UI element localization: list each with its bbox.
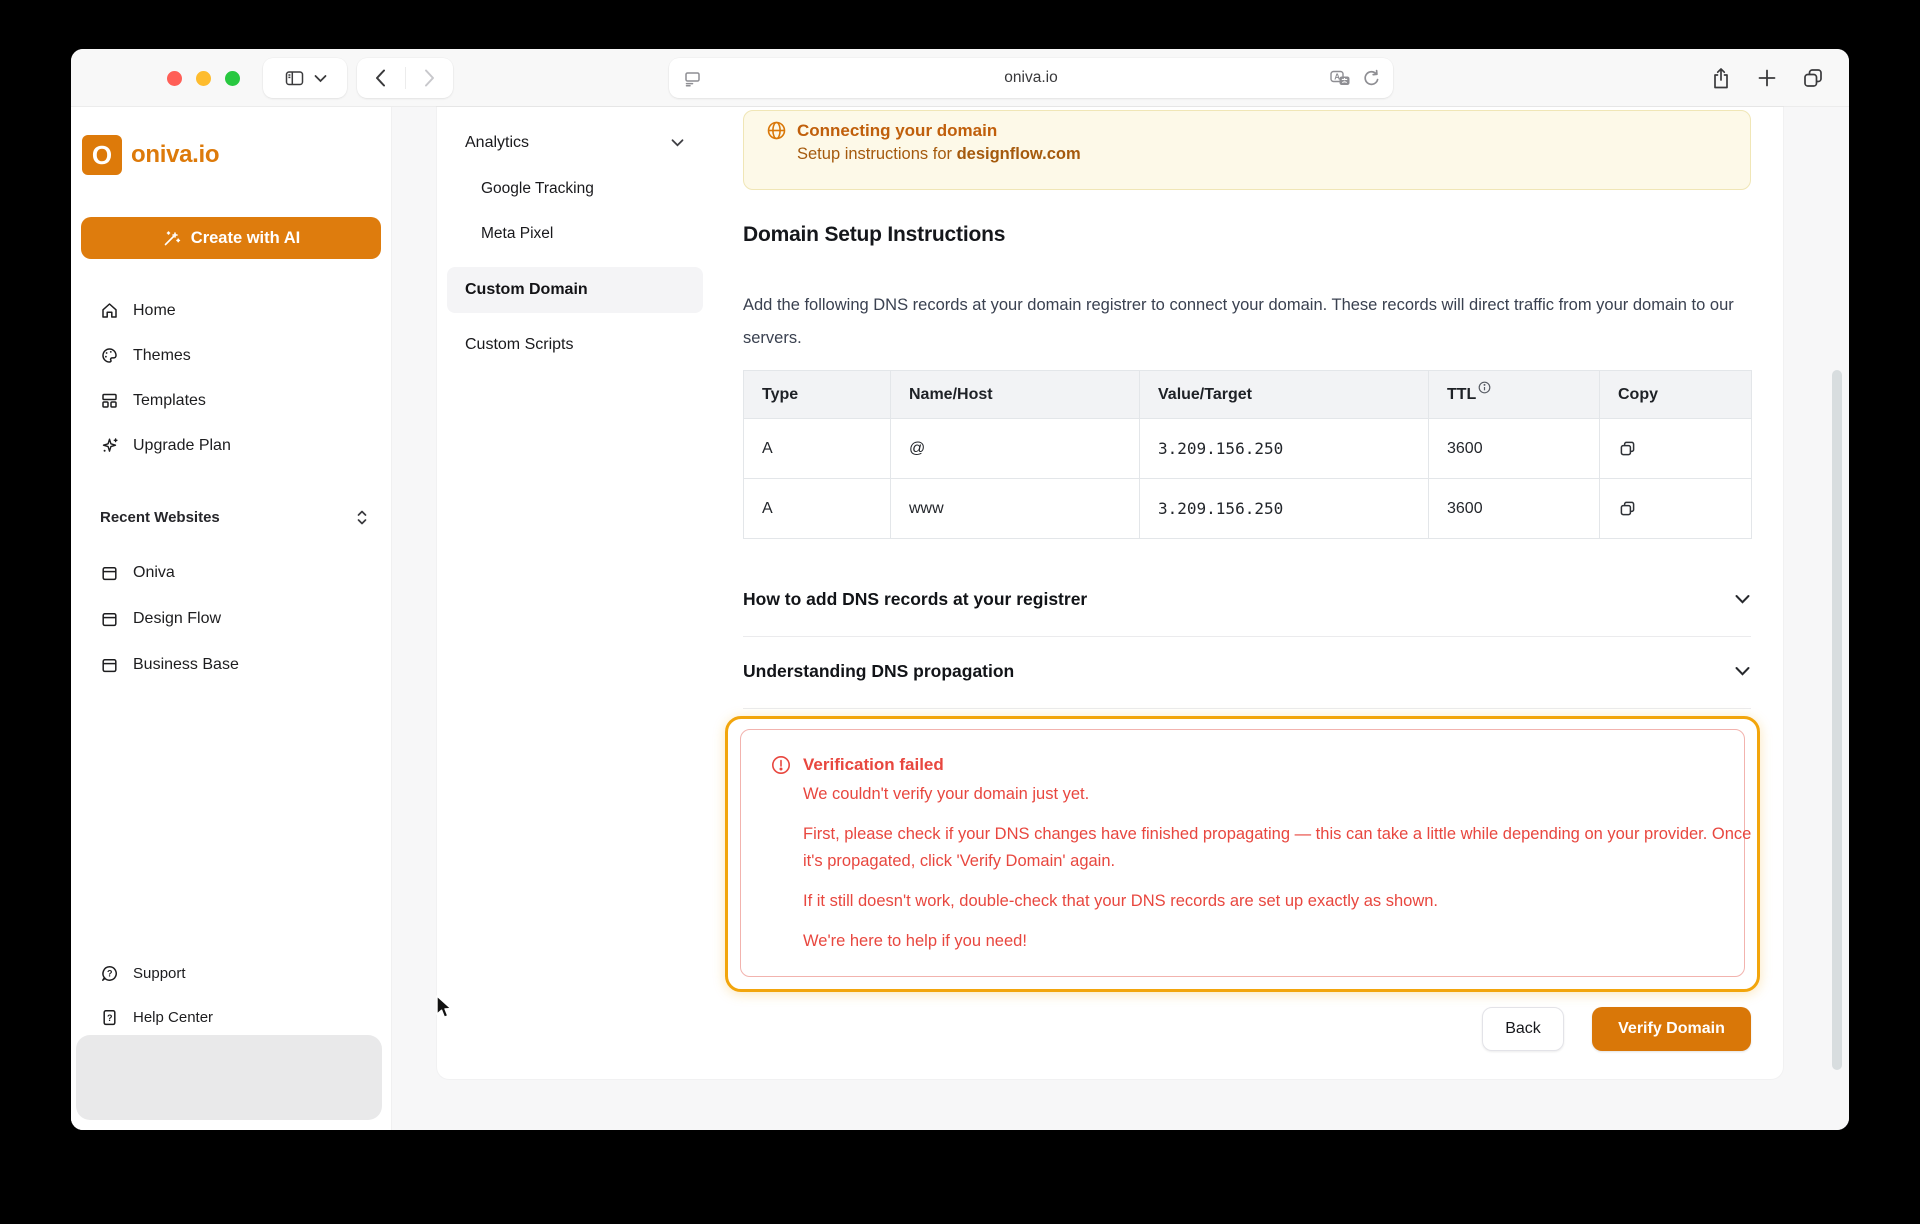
settings-nav-label: Analytics bbox=[465, 134, 530, 151]
svg-text:?: ? bbox=[107, 1012, 113, 1023]
mouse-cursor bbox=[435, 995, 457, 1021]
back-button[interactable]: Back bbox=[1482, 1007, 1564, 1051]
cell-host: @ bbox=[891, 419, 1140, 479]
info-icon[interactable] bbox=[1478, 381, 1491, 394]
page-format-icon[interactable] bbox=[683, 69, 702, 88]
sidebar-placeholder-box bbox=[76, 1035, 382, 1120]
cell-value: 3.209.156.250 bbox=[1140, 479, 1429, 539]
page-title: Domain Setup Instructions bbox=[743, 223, 1006, 246]
settings-nav-google-tracking[interactable] bbox=[481, 175, 594, 203]
app-sidebar bbox=[71, 107, 392, 1130]
home-icon bbox=[100, 301, 119, 320]
templates-icon bbox=[100, 391, 119, 410]
verification-failed-alert bbox=[725, 716, 1760, 992]
copy-icon[interactable] bbox=[1618, 439, 1751, 458]
help-doc-icon bbox=[100, 1008, 119, 1027]
dns-record-row bbox=[744, 419, 1752, 479]
history-nav-group bbox=[357, 58, 453, 98]
create-with-ai-button[interactable] bbox=[81, 217, 381, 259]
chevron-down-icon bbox=[1734, 594, 1751, 605]
table-header-row bbox=[744, 371, 1752, 419]
settings-nav-meta-pixel[interactable] bbox=[481, 220, 553, 248]
svg-text:?: ? bbox=[107, 968, 113, 979]
accordion-title: Understanding DNS propagation bbox=[743, 660, 1015, 681]
cell-host: www bbox=[891, 479, 1140, 539]
copy-icon[interactable] bbox=[1618, 499, 1751, 518]
col-ttl: TTL bbox=[1429, 371, 1600, 419]
settings-nav-label: Google Tracking bbox=[481, 180, 594, 197]
sidebar-item-support[interactable] bbox=[81, 951, 381, 995]
settings-nav-analytics[interactable] bbox=[465, 129, 685, 157]
themes-icon bbox=[100, 346, 119, 365]
error-line: If it still doesn't work, double-check that your DNS records are set up exactly as shown. bbox=[803, 892, 1439, 910]
support-chat-icon bbox=[100, 964, 119, 983]
website-icon bbox=[100, 610, 119, 629]
globe-icon bbox=[766, 120, 787, 141]
sidebar-footer bbox=[81, 951, 381, 1039]
chevron-down-icon bbox=[670, 138, 685, 148]
alert-circle-icon bbox=[771, 755, 791, 775]
create-with-ai-label: Create with AI bbox=[190, 228, 301, 247]
cell-type: A bbox=[744, 419, 891, 479]
accordion-dns-propagation[interactable] bbox=[743, 647, 1751, 695]
sidebar-item-label: Help Center bbox=[133, 1008, 214, 1026]
reload-icon[interactable] bbox=[1362, 69, 1381, 88]
banner-subtitle: Setup instructions for designflow.com bbox=[797, 145, 1081, 163]
sidebar-item-label: Upgrade Plan bbox=[133, 436, 231, 454]
settings-nav-label: Custom Domain bbox=[465, 281, 588, 298]
col-value-target: Value/Target bbox=[1140, 371, 1429, 419]
browser-toolbar bbox=[71, 49, 1849, 107]
recent-site-label: Oniva bbox=[133, 564, 175, 581]
recent-site-business-base[interactable] bbox=[81, 642, 381, 688]
verification-failed-alert-body bbox=[740, 729, 1752, 977]
settings-nav-label: Meta Pixel bbox=[481, 225, 554, 242]
recent-site-oniva[interactable] bbox=[81, 550, 381, 596]
tab-overview-button[interactable] bbox=[1794, 60, 1832, 96]
recent-websites-list bbox=[81, 550, 381, 688]
brand[interactable] bbox=[82, 135, 219, 175]
cell-value: 3.209.156.250 bbox=[1140, 419, 1429, 479]
share-button[interactable] bbox=[1702, 60, 1740, 96]
close-window-button[interactable] bbox=[167, 71, 182, 86]
error-line: We couldn't verify your domain just yet. bbox=[803, 785, 1090, 803]
connecting-domain-banner bbox=[743, 110, 1751, 190]
dns-record-row bbox=[744, 479, 1752, 539]
sidebar-item-templates[interactable] bbox=[81, 378, 381, 423]
recent-websites-header bbox=[81, 503, 381, 531]
recent-site-label: Business Base bbox=[133, 656, 239, 673]
recent-websites-label: Recent Websites bbox=[100, 508, 220, 526]
sidebar-toggle-button[interactable] bbox=[263, 58, 347, 98]
cell-copy bbox=[1600, 479, 1752, 539]
brand-name: oniva.io bbox=[131, 141, 220, 168]
cell-ttl: 3600 bbox=[1429, 479, 1600, 539]
translate-icon[interactable] bbox=[1328, 69, 1352, 88]
minimize-window-button[interactable] bbox=[196, 71, 211, 86]
sidebar-item-label: Home bbox=[133, 301, 176, 319]
sidebar-item-label: Templates bbox=[133, 391, 206, 409]
svg-text:A: A bbox=[1334, 71, 1340, 81]
cell-ttl: 3600 bbox=[1429, 419, 1600, 479]
recent-site-label: Design Flow bbox=[133, 610, 222, 627]
url-text: oniva.io bbox=[1004, 69, 1058, 86]
settings-nav-custom-domain-selected[interactable] bbox=[447, 267, 703, 313]
divider bbox=[743, 708, 1751, 709]
new-tab-button[interactable] bbox=[1748, 60, 1786, 96]
browser-window bbox=[71, 49, 1849, 1130]
error-title: Verification failed bbox=[803, 755, 944, 774]
sidebar-nav bbox=[81, 288, 381, 468]
cell-type: A bbox=[744, 479, 891, 539]
sidebar-item-help-center[interactable] bbox=[81, 995, 381, 1039]
zoom-window-button[interactable] bbox=[225, 71, 240, 86]
chevron-down-icon bbox=[314, 74, 327, 83]
sidebar-item-label: Themes bbox=[133, 346, 191, 364]
sidebar-item-upgrade-plan[interactable] bbox=[81, 423, 381, 468]
settings-nav-label: Custom Scripts bbox=[465, 336, 574, 353]
brand-logo: O bbox=[82, 135, 122, 175]
website-icon bbox=[100, 564, 119, 583]
recent-site-design-flow[interactable] bbox=[81, 596, 381, 642]
error-line: First, please check if your DNS changes have finished propagating — this can take a little while depending on your provider. Once it's propagated, click 'Verify Domain' again. bbox=[803, 825, 1752, 870]
sort-updown-icon[interactable] bbox=[355, 509, 369, 526]
scrollbar-thumb[interactable] bbox=[1832, 370, 1842, 1070]
sidebar-item-label: Support bbox=[133, 964, 186, 982]
upgrade-sparkles-icon bbox=[100, 436, 119, 455]
accordion-title: How to add DNS records at your registrer bbox=[743, 588, 1088, 609]
page-viewport bbox=[71, 107, 1849, 1130]
col-copy: Copy bbox=[1600, 371, 1752, 419]
back-nav-button[interactable] bbox=[357, 58, 405, 98]
dns-records-table bbox=[743, 370, 1752, 539]
error-line: We're here to help if you need! bbox=[803, 932, 1027, 950]
settings-nav-custom-scripts[interactable] bbox=[465, 331, 573, 359]
col-type: Type bbox=[744, 371, 891, 419]
form-actions bbox=[1482, 1007, 1751, 1051]
intro-text: Add the following DNS records at your domain registrer to connect your domain. These records will direct traffic from your domain to our servers. bbox=[743, 296, 1734, 347]
divider bbox=[743, 636, 1751, 637]
accordion-add-dns-records[interactable] bbox=[743, 575, 1751, 623]
website-icon bbox=[100, 656, 119, 675]
sidebar-item-themes[interactable] bbox=[81, 333, 381, 378]
magic-wand-icon bbox=[162, 229, 181, 248]
sidebar-item-home[interactable] bbox=[81, 288, 381, 333]
custom-domain-content bbox=[743, 107, 1751, 1079]
sidebar-icon bbox=[284, 68, 305, 88]
cell-copy bbox=[1600, 419, 1752, 479]
banner-domain: designflow.com bbox=[956, 145, 1081, 163]
address-bar[interactable] bbox=[669, 58, 1393, 98]
col-name-host: Name/Host bbox=[891, 371, 1140, 419]
forward-nav-button[interactable] bbox=[406, 58, 454, 98]
chevron-down-icon bbox=[1734, 666, 1751, 677]
verify-domain-button[interactable]: Verify Domain bbox=[1592, 1007, 1751, 1051]
settings-panel bbox=[437, 107, 1783, 1079]
banner-title: Connecting your domain bbox=[797, 120, 998, 140]
